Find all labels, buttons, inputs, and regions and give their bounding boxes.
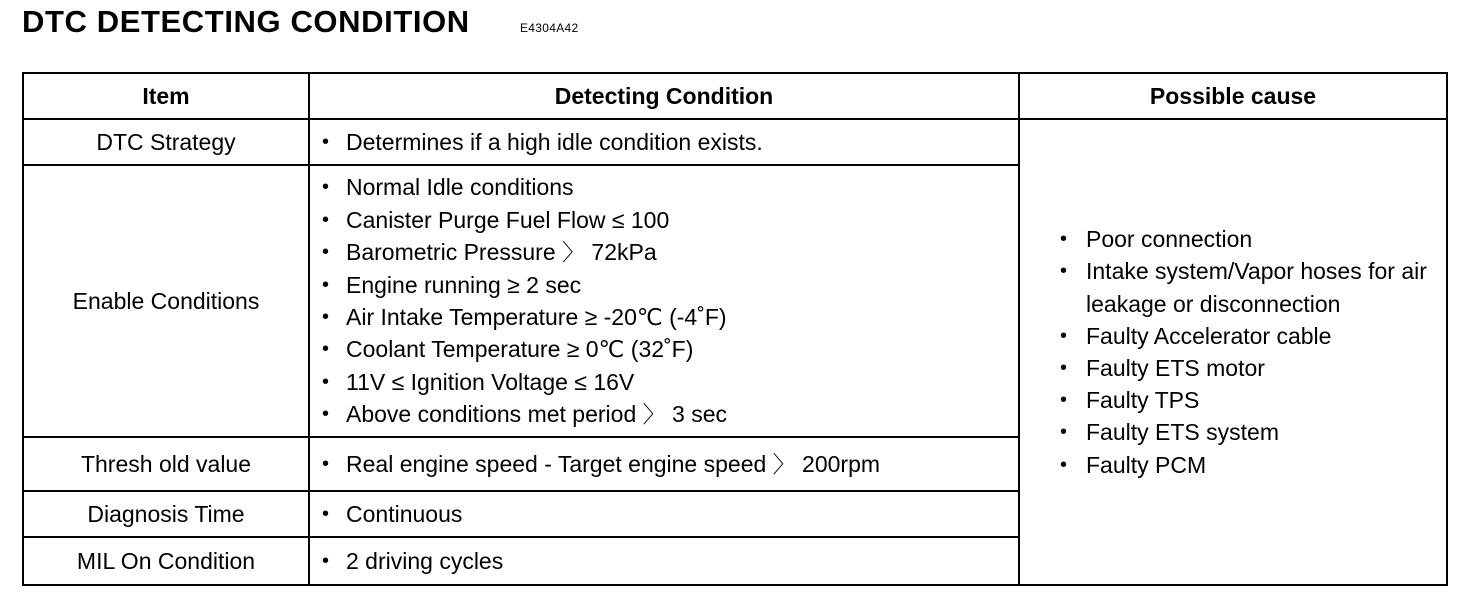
bullet-icon: • xyxy=(1060,421,1068,444)
cause-item: • Faulty TPS xyxy=(1086,384,1446,416)
condition-item: • 2 driving cycles xyxy=(346,545,1018,577)
condition-item: • Engine running ≥ 2 sec xyxy=(346,269,1018,301)
condition-item: • Real engine speed - Target engine speed 〉 200rpm xyxy=(346,448,1018,480)
bullet-icon: • xyxy=(322,241,330,264)
table-row xyxy=(23,119,1447,165)
condition-item: • Canister Purge Fuel Flow ≤ 100 xyxy=(346,204,1018,236)
bullet-icon: • xyxy=(1060,453,1068,476)
header-possible-cause: Possible cause xyxy=(1019,73,1447,119)
bullet-icon: • xyxy=(1060,324,1068,347)
bullet-icon: • xyxy=(322,338,330,361)
bullet-icon: • xyxy=(322,306,330,328)
bullet-icon: • xyxy=(1060,357,1068,379)
bullet-icon: • xyxy=(322,208,330,231)
condition-item: • Barometric Pressure 〉 72kPa xyxy=(346,236,1018,268)
condition-cell xyxy=(309,437,1019,491)
bullet-icon: • xyxy=(322,549,330,572)
condition-item: • Above conditions met period 〉 3 sec xyxy=(346,398,1018,430)
cause-item: • Faulty Accelerator cable xyxy=(1086,320,1446,352)
bullet-icon: • xyxy=(322,130,330,153)
document-code: E4304A42 xyxy=(520,21,579,35)
condition-item: • Air Intake Temperature ≥ -20℃ (-4˚F) xyxy=(346,301,1018,333)
table-header-row xyxy=(23,73,1447,119)
row-item-label: Thresh old value xyxy=(23,437,309,491)
bullet-icon: • xyxy=(322,370,330,393)
bullet-icon: • xyxy=(322,176,330,199)
cause-item: • Poor connection xyxy=(1086,223,1446,255)
condition-item: • Determines if a high idle condition exists. xyxy=(346,126,1018,158)
condition-cell xyxy=(309,491,1019,537)
cause-item: • Faulty PCM xyxy=(1086,449,1446,481)
condition-item: • Coolant Temperature ≥ 0℃ (32˚F) xyxy=(346,333,1018,365)
dtc-condition-table xyxy=(22,72,1448,586)
cause-item: • Faulty ETS system xyxy=(1086,416,1446,448)
bullet-icon: • xyxy=(1060,389,1068,412)
condition-cell xyxy=(309,119,1019,165)
condition-item: • Normal Idle conditions xyxy=(346,171,1018,203)
bullet-icon: • xyxy=(1060,228,1068,251)
condition-cell xyxy=(309,165,1019,437)
condition-item: • 11V ≤ Ignition Voltage ≤ 16V xyxy=(346,366,1018,398)
cause-item: • Faulty ETS motor xyxy=(1086,352,1446,384)
row-item-label: Enable Conditions xyxy=(23,165,309,437)
header-detecting-condition: Detecting Condition xyxy=(309,73,1019,119)
bullet-icon: • xyxy=(322,452,330,475)
header-item: Item xyxy=(23,73,309,119)
bullet-icon: • xyxy=(322,502,330,525)
bullet-icon: • xyxy=(322,403,330,426)
row-item-label: Diagnosis Time xyxy=(23,491,309,537)
bullet-icon: • xyxy=(1060,260,1068,283)
row-item-label: DTC Strategy xyxy=(23,119,309,165)
bullet-icon: • xyxy=(322,273,330,296)
row-item-label: MIL On Condition xyxy=(23,537,309,585)
cause-item: • Intake system/Vapor hoses for air leakage or disconnection xyxy=(1086,255,1446,319)
condition-cell xyxy=(309,537,1019,585)
page-title: DTC DETECTING CONDITION xyxy=(22,4,470,39)
possible-cause-cell xyxy=(1019,119,1447,585)
condition-item: • Continuous xyxy=(346,498,1018,530)
